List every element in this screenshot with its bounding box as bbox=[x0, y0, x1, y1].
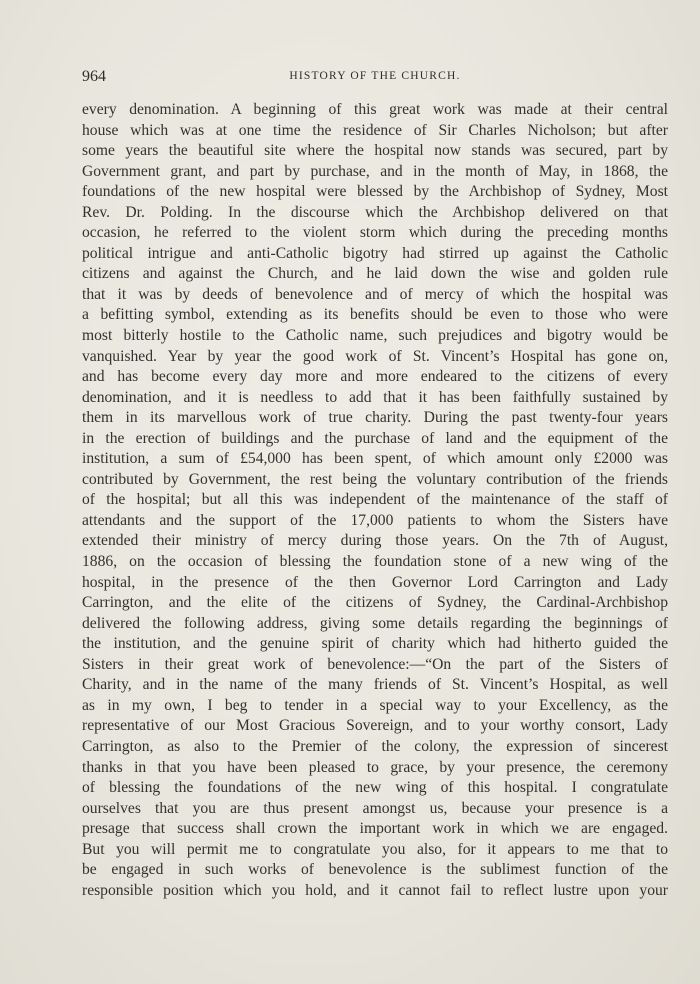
page-header bbox=[82, 68, 668, 88]
text-line: most bitterly hostile to the Catholic name, such prejudices and bigotry would be bbox=[82, 327, 668, 345]
text-line: as in my own, I beg to tender in a special way to your Excellency, as the bbox=[82, 696, 668, 714]
text-line: in the erection of buildings and the purchase of land and the equipment of the bbox=[82, 429, 668, 447]
text-line: ourselves that you are thus present amongst us, because your presence is a bbox=[82, 799, 668, 817]
page-number: 964 bbox=[82, 68, 106, 85]
text-line: But you will permit me to congratulate you also, for it appears to me that to bbox=[82, 840, 668, 858]
text-line: presage that success shall crown the important work in which we are engaged. bbox=[82, 820, 668, 838]
text-line: thanks in that you have been pleased to grace, by your presence, the ceremony bbox=[82, 758, 668, 776]
text-line: responsible position which you hold, and it cannot fail to reflect lustre upon your bbox=[82, 881, 668, 899]
text-line: attendants and the support of the 17,000 patients to whom the Sisters have bbox=[82, 511, 668, 529]
text-line: of the hospital; but all this was independent of the maintenance of the staff of bbox=[82, 491, 668, 509]
text-line: Rev. Dr. Polding. In the discourse which the Archbishop delivered on that bbox=[82, 203, 668, 221]
text-line: some years the beautiful site where the hospital now stands was secured, part by bbox=[82, 142, 668, 160]
text-line: extended their ministry of mercy during those years. On the 7th of August, bbox=[82, 532, 668, 550]
body-text bbox=[82, 100, 668, 901]
text-line: foundations of the new hospital were blessed by the Archbishop of Sydney, Most bbox=[82, 183, 668, 201]
text-line: the institution, and the genuine spirit of charity which had hitherto guided the bbox=[82, 635, 668, 653]
text-line: and has become every day more and more endeared to the citizens of every bbox=[82, 368, 668, 386]
text-line: representative of our Most Gracious Sovereign, and to your worthy consort, Lady bbox=[82, 717, 668, 735]
text-line: hospital, in the presence of the then Governor Lord Carrington and Lady bbox=[82, 573, 668, 591]
text-line: be engaged in such works of benevolence is the sublimest function of the bbox=[82, 861, 668, 879]
text-line: institution, a sum of £54,000 has been spent, of which amount only £2000 was bbox=[82, 450, 668, 468]
text-line: Carrington, as also to the Premier of the colony, the expression of sincerest bbox=[82, 737, 668, 755]
text-line: contributed by Government, the rest being the voluntary contribution of the friends bbox=[82, 470, 668, 488]
text-line: house which was at one time the residence of Sir Charles Nicholson; but after bbox=[82, 121, 668, 139]
text-line: political intrigue and anti-Catholic bigotry had stirred up against the Catholic bbox=[82, 244, 668, 262]
text-line: that it was by deeds of benevolence and of mercy of which the hospital was bbox=[82, 285, 668, 303]
text-line: every denomination. A beginning of this great work was made at their central bbox=[82, 101, 668, 118]
text-line: Carrington, and the elite of the citizens of Sydney, the Cardinal-Archbishop bbox=[82, 594, 668, 612]
text-line: denomination, and it is needless to add that it has been faithfully sustained by bbox=[82, 388, 668, 406]
text-line: Charity, and in the name of the many friends of St. Vincent’s Hospital, as well bbox=[82, 676, 668, 694]
text-line: a befitting symbol, extending as its benefits should be even to those who were bbox=[82, 306, 668, 324]
text-line: 1886, on the occasion of blessing the foundation stone of a new wing of the bbox=[82, 553, 668, 571]
text-line: delivered the following address, giving some details regarding the beginnings of bbox=[82, 614, 668, 632]
text-line: vanquished. Year by year the good work of St. Vincent’s Hospital has gone on, bbox=[82, 347, 668, 365]
text-line: Sisters in their great work of benevolence:—“On the part of the Sisters of bbox=[82, 655, 668, 673]
text-line: them in its marvellous work of true charity. During the past twenty-four years bbox=[82, 409, 668, 427]
text-line: occasion, he referred to the violent storm which during the preceding months bbox=[82, 224, 668, 242]
text-line: Government grant, and part by purchase, and in the month of May, in 1868, the bbox=[82, 162, 668, 180]
running-title: HISTORY OF THE CHURCH. bbox=[289, 70, 461, 82]
text-line: citizens and against the Church, and he laid down the wise and golden rule bbox=[82, 265, 668, 283]
text-line: of blessing the foundations of the new wing of this hospital. I congratulate bbox=[82, 779, 668, 797]
